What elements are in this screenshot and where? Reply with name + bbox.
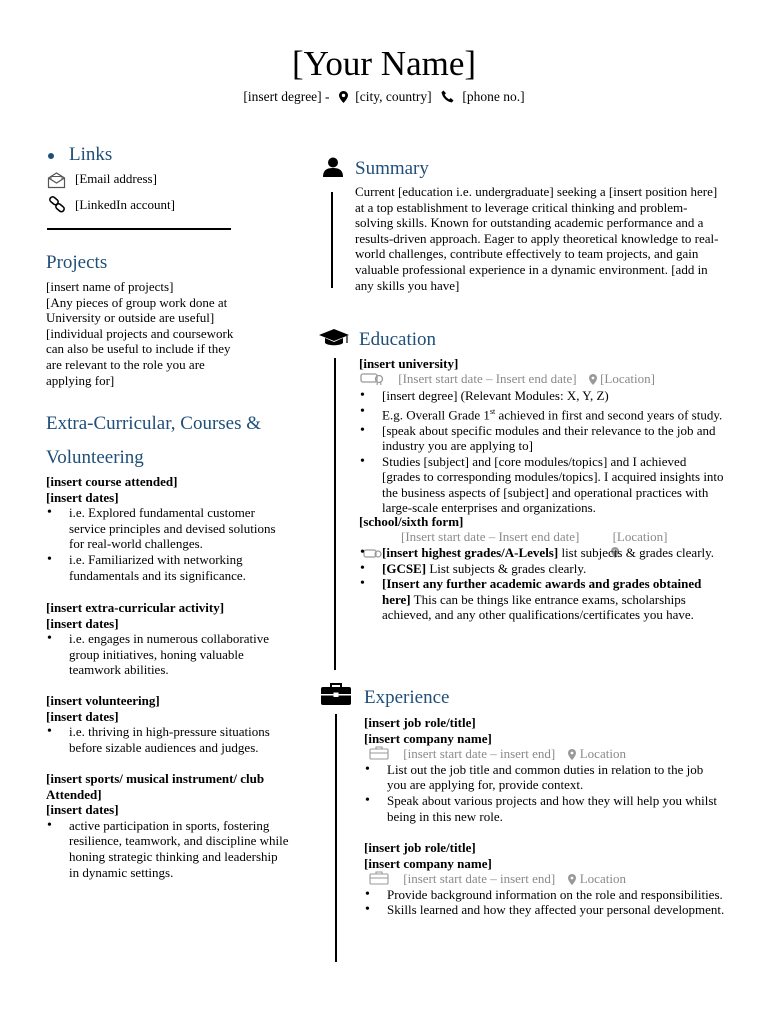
education-heading: Education: [359, 329, 437, 350]
list-item: • E.g. Overall Grade 1st achieved in first and second years of study.: [359, 404, 759, 423]
link-chain-icon: [48, 196, 66, 213]
extra-block-activity: [46, 600, 316, 678]
school-name: [school/sixth form]: [359, 514, 464, 529]
list-item: • Provide background information on the role and responsibilities.: [364, 887, 764, 903]
timeline-line-experience: [335, 714, 337, 962]
job-role: [insert job role/title]: [364, 715, 476, 730]
job-dates: [insert start date – insert end]: [403, 871, 556, 887]
projects-text: [46, 279, 286, 388]
block-title: [insert sports/ musical instrument/ club: [46, 771, 265, 786]
experience-heading: Experience: [364, 687, 450, 708]
extra-block-volunteering: [46, 693, 316, 755]
block-title: [insert volunteering]: [46, 693, 160, 708]
experience-job-1: [364, 715, 764, 824]
links-bullet: [48, 153, 54, 159]
list-item: • [speak about specific modules and their relevance to the job and industry you are applying to]: [359, 423, 759, 454]
summary-line: world challenges, contribute effectively to team projects, and gain: [355, 246, 699, 262]
university-location: [Location]: [600, 371, 655, 386]
job-role: [insert job role/title]: [364, 840, 476, 855]
school-date-row: [401, 529, 667, 545]
school-location: [Location]: [612, 529, 668, 544]
list-item: • i.e. Familiarized with networking fundamentals and its significance.: [46, 552, 316, 583]
university-date-row: [360, 371, 655, 387]
phone-text: [phone no.]: [462, 88, 525, 104]
briefcase-outline-icon: [369, 871, 389, 885]
phone-icon: [441, 90, 455, 103]
summary-line: results-driven approach. Eager to apply theoretical knowledge to real-: [355, 230, 719, 246]
timeline-line-education: [334, 358, 336, 670]
links-divider: [47, 228, 231, 230]
list-item: • Skills learned and how they affected your personal development.: [364, 902, 764, 918]
block-title-cont: Attended]: [46, 786, 102, 802]
summary-line: valuable professional experience in a dynamic environment. [add in: [355, 261, 708, 277]
extra-heading-line1: Extra-Curricular, Courses &: [46, 413, 262, 434]
location-pin-icon: [339, 91, 348, 103]
list-item: • i.e. thriving in high-pressure situations before sizable audiences and judges.: [46, 724, 316, 755]
projects-line: [insert name of projects]: [46, 279, 174, 294]
list-item: • [Insert any further academic awards and grades obtained here] This can be things like entrance exams, scholarships achieved, and any other qualifications/certificates you have.: [359, 576, 759, 623]
job-date-row: [369, 871, 764, 887]
list-item: • active participation in sports, fostering resilience, teamwork, and discipline while honing strategic thinking and leadership in dynamic settings.: [46, 818, 316, 880]
location-pin-icon: [568, 749, 576, 760]
list-item: • i.e. engages in numerous collaborative group initiatives, honing valuable teamwork abilities.: [46, 631, 316, 678]
university-name: [insert university]: [359, 356, 459, 371]
summary-line: solving skills. Known for outstanding academic performance and a: [355, 215, 704, 231]
summary-line: any skills you have]: [355, 277, 460, 293]
job-location: Location: [579, 871, 626, 887]
projects-line: [individual projects and coursework: [46, 325, 234, 341]
timeline-line-summary: [331, 192, 333, 288]
projects-line: University or outside are useful]: [46, 310, 215, 326]
degree-text: [insert degree] -: [243, 88, 330, 104]
list-item: • Studies [subject] and [core modules/topics] and I achieved [grades to corresponding modules/topics]. I acquired insights into the business aspects of [subject] and operational practices with large-scale enterprises and organizations.: [359, 454, 759, 516]
block-dates: [insert dates]: [46, 708, 119, 724]
list-item: • Speak about various projects and how they will help you whilst being in this new role.: [364, 793, 764, 824]
school-dates: [Insert start date – Insert end date]: [401, 529, 580, 544]
block-dates: [insert dates]: [46, 802, 119, 818]
contact-line: [0, 88, 768, 105]
extra-block-course: [46, 474, 316, 583]
email-icon: [47, 172, 66, 189]
list-item: • [GCSE] List subjects & grades clearly.: [359, 561, 759, 577]
block-title: [insert course attended]: [46, 474, 178, 489]
job-location: Location: [579, 746, 626, 762]
extra-block-sports: [46, 771, 316, 880]
briefcase-icon: [321, 683, 351, 705]
graduation-cap-icon: [319, 329, 349, 347]
projects-heading: Projects: [46, 252, 108, 273]
person-icon: [322, 157, 344, 177]
location-text: [city, country]: [355, 88, 432, 104]
job-date-row: [369, 746, 764, 762]
job-company: [insert company name]: [364, 855, 492, 871]
candidate-name: [Your Name]: [291, 44, 477, 83]
block-title: [insert extra-curricular activity]: [46, 600, 225, 615]
list-item: • List out the job title and common duties in relation to the job you are applying for, provide context.: [364, 762, 764, 793]
location-pin-icon: [589, 374, 597, 385]
job-company: [insert company name]: [364, 730, 492, 746]
projects-line: can also be useful to include if they: [46, 341, 231, 357]
summary-heading: Summary: [355, 158, 429, 179]
list-item: • i.e. Explored fundamental customer service principles and devised solutions for real-world challenges.: [46, 505, 316, 552]
extra-heading-line2: Volunteering: [46, 447, 144, 468]
list-item: • [insert highest grades/A-Levels] list subjects & grades clearly.: [359, 545, 759, 561]
summary-text: [355, 184, 760, 293]
diploma-icon: [360, 372, 386, 385]
university-bullets: [359, 388, 759, 516]
school-bullets: [359, 545, 759, 623]
job-dates: [insert start date – insert end]: [403, 746, 556, 762]
projects-line: [Any pieces of group work done at: [46, 294, 228, 310]
university-dates: [Insert start date – Insert end date]: [398, 371, 577, 386]
block-dates: [insert dates]: [46, 489, 119, 505]
projects-line: are relevant to the role you are: [46, 356, 205, 372]
block-dates: [insert dates]: [46, 615, 119, 631]
summary-line: Current [education i.e. undergraduate] seeking a [insert position here]: [355, 184, 718, 199]
list-item: • [insert degree] (Relevant Modules: X, Y, Z): [359, 388, 759, 404]
briefcase-outline-icon: [369, 746, 389, 760]
location-pin-icon: [568, 874, 576, 885]
summary-line: at a top establishment to leverage critical thinking and problem-: [355, 199, 688, 215]
links-heading: Links: [69, 144, 113, 165]
experience-job-2: [364, 840, 764, 918]
projects-line: applying for]: [46, 372, 115, 388]
linkedin-text[interactable]: [LinkedIn account]: [75, 197, 175, 212]
email-text[interactable]: [Email address]: [75, 171, 157, 186]
